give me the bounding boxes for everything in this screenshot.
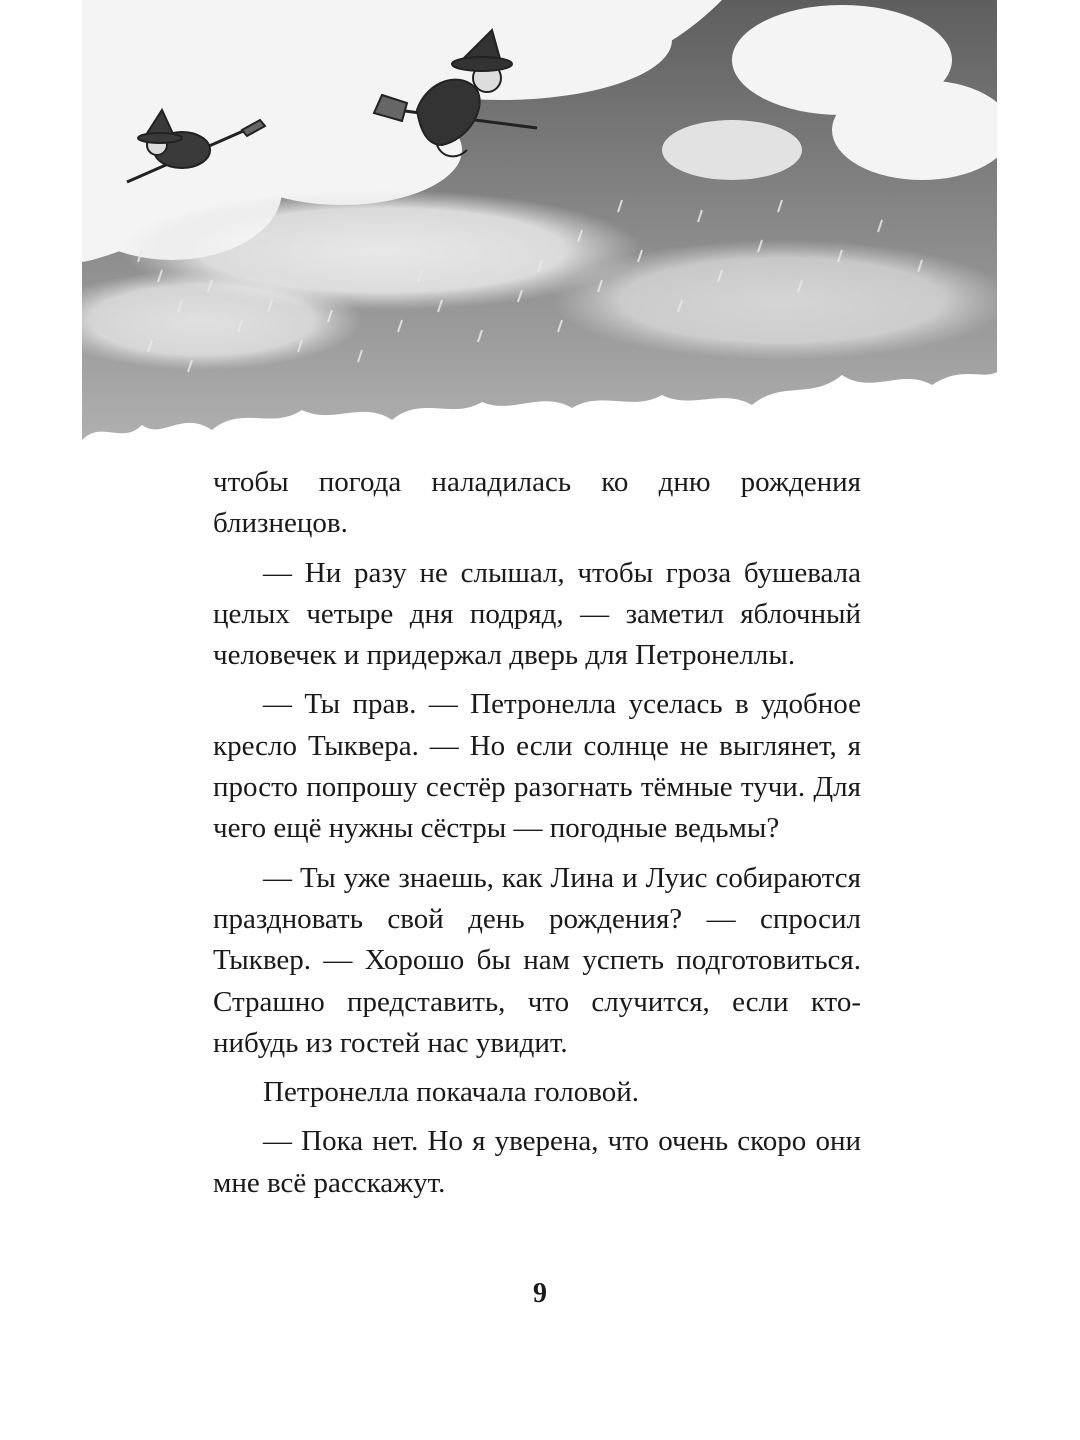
paragraph: Петронелла покачала головой. [263,1076,640,1109]
page-number: 9 [533,1278,547,1309]
paragraph: — Ты уже знаешь, как Лина и Луис собираются праздновать свой день рождения? — спросил Тыквер. — Хорошо бы нам успеть подготовиться. Страшно представить, что случится, если кто-нибудь из гостей нас увидит. [213,861,861,1059]
storm-illustration [82,0,997,470]
paragraph: — Ни разу не слышал, чтобы гроза бушевала целых четыре дня подряд, — заметил яблочный человечек и придержал дверь для Петронеллы. [213,556,861,672]
witches-on-brooms-icon [82,0,997,470]
paragraph: чтобы погода наладилась ко дню рождения близнецов. [213,466,861,540]
paragraph: — Ты прав. — Петронелла уселась в удобное кресло Тыквера. — Но если солнце не выглянет, я просто попрошу сестёр разогнать тёмные тучи. Для чего ещё нужны сёстры — погодные ведьмы? [213,688,861,845]
body-text [213,462,861,1212]
paragraph: — Пока нет. Но я уверена, что очень скоро они мне всё расскажут. [213,1125,861,1199]
